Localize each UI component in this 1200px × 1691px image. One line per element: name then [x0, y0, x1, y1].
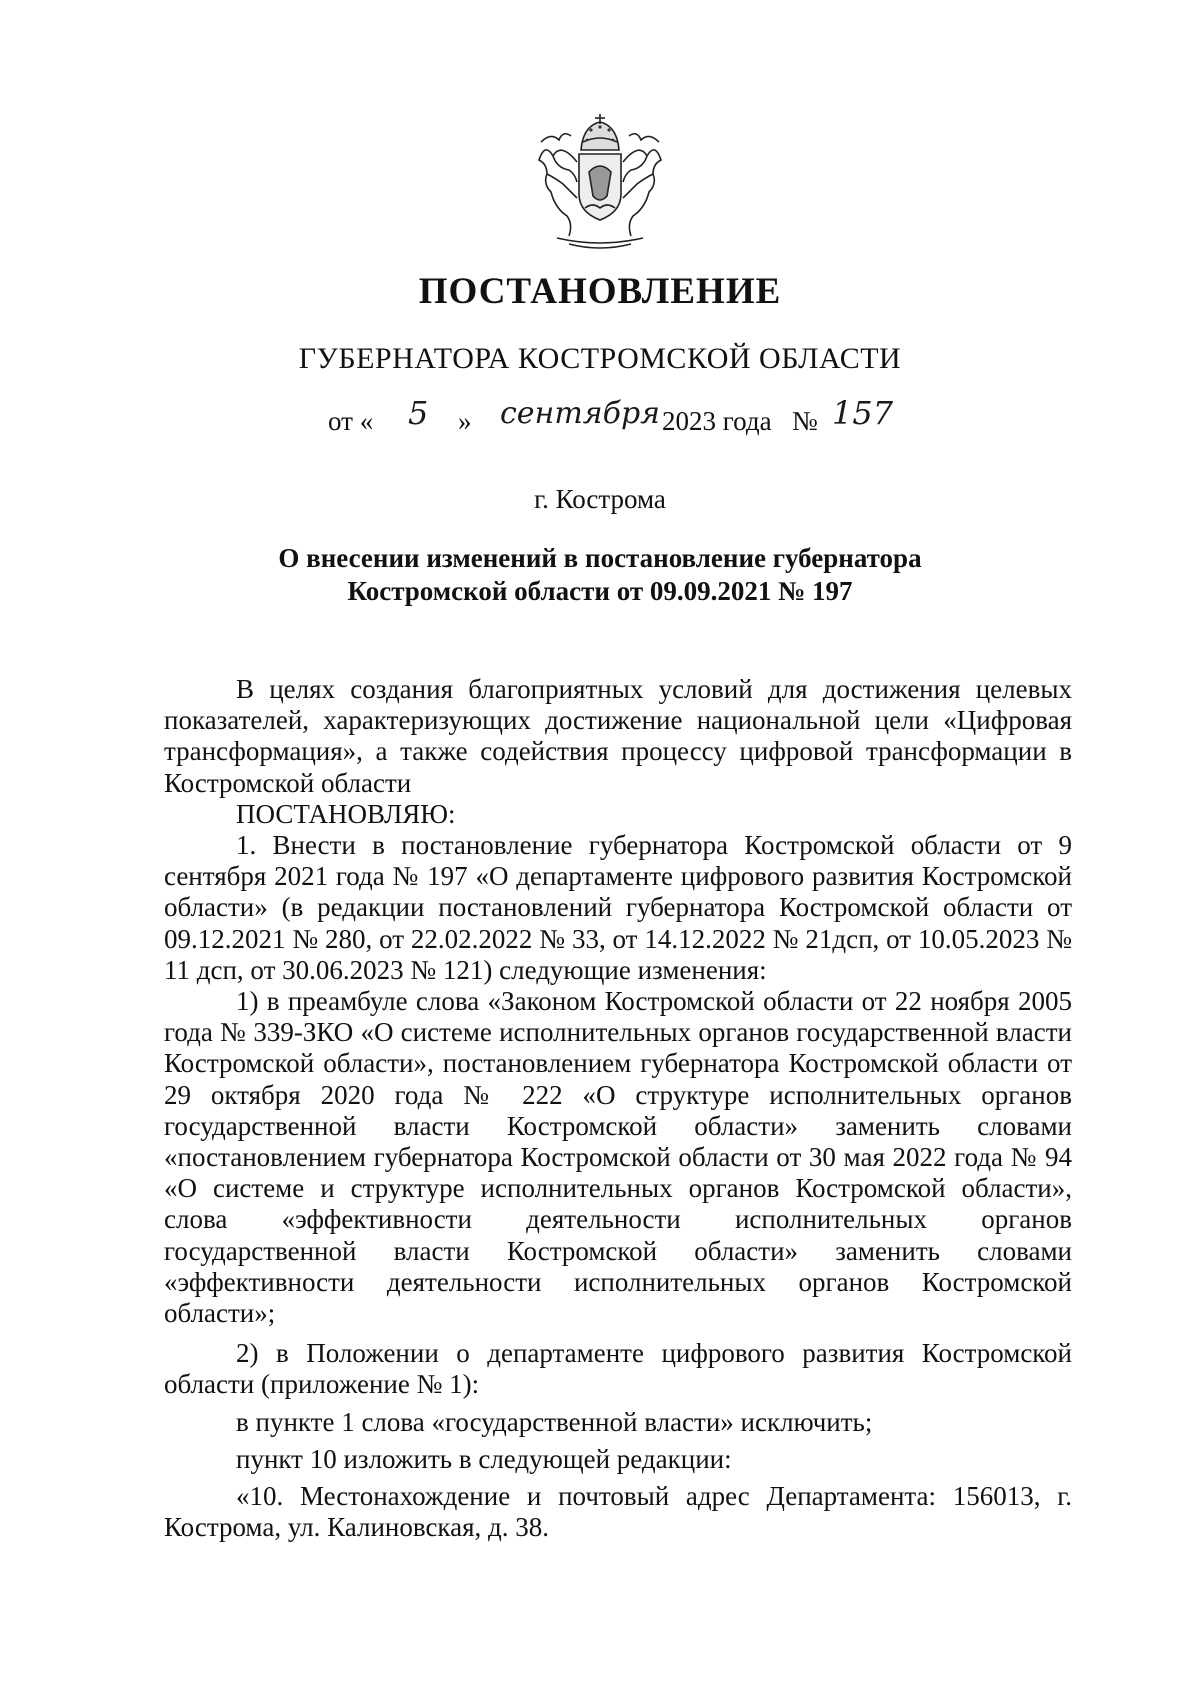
number-sign: № [792, 406, 818, 436]
date-prefix: от « [328, 406, 374, 436]
date-year: 2023 года [662, 406, 772, 436]
date-day-handwritten: 5 [408, 394, 429, 432]
subject-heading [0, 542, 1200, 608]
coat-of-arms-emblem [533, 112, 668, 252]
subject-line-2: Костромской области от 09.09.2021 № 197 [347, 576, 853, 606]
document-body [164, 674, 1072, 1543]
subject-line-1: О внесении изменений в постановление губернатора [278, 543, 922, 573]
city-line: г. Кострома [534, 484, 666, 514]
point-10-change: пункт 10 изложить в следующей редакции: [236, 1443, 732, 1474]
subclause-2-paragraph: 2) в Положении о департаменте цифрового развития Костромской области (приложение № 1): [164, 1338, 1072, 1400]
clause-1-paragraph: 1. Внести в постановление губернатора Костромской области от 9 сентября 2021 года № 197 «О департаменте цифрового развития Костромской области» (в редакции постановлений губернатора Костромской области от 09.12.2021 № 280, от 22.02.2022 № 33, от 14.12.2022 № 21дсп, от 10.05.2023 № 11 дсп, от 30.06.2023 № 121) следующие изменения: [164, 830, 1072, 985]
preamble-paragraph: В целях создания благоприятных условий для достижения целевых показателей, характеризующих достижение национальной цели «Цифровая трансформация», а также содействия процессу цифровой трансформации в Костромской области [164, 674, 1072, 798]
issuer-title: ГУБЕРНАТОРА КОСТРОМСКОЙ ОБЛАСТИ [298, 342, 902, 375]
point-10-new-text: «10. Местонахождение и почтовый адрес Департамента: 156013, г. Кострома, ул. Калиновская, д. 38. [164, 1481, 1072, 1543]
resolve-word: ПОСТАНОВЛЯЮ: [236, 798, 456, 829]
document-number-handwritten: 157 [832, 394, 894, 432]
date-number-line [0, 394, 1200, 456]
point-1-change: в пункте 1 слова «государственной власти» исключить; [236, 1406, 873, 1437]
subclause-1-paragraph: 1) в преамбуле слова «Законом Костромской области от 22 ноября 2005 года № 339-ЗКО «О системе исполнительных органов государственной власти Костромской области», постановлением губернатора Костромской области от 29 октября 2020 года № 222 «О структуре исполнительных органов государственной власти Костромской области» заменить словами «постановлением губернатора Костромской области от 30 мая 2022 года № 94 «О системе и структуре исполнительных органов Костромской области», слова «эффективности деятельности исполнительных органов государственной власти Костромской области» заменить словами «эффективности деятельности исполнительных органов Костромской области»; [164, 986, 1072, 1329]
date-month-handwritten: сентября [500, 396, 661, 431]
document-type-title: ПОСТАНОВЛЕНИЕ [418, 271, 782, 312]
date-quote-close: » [458, 406, 472, 436]
